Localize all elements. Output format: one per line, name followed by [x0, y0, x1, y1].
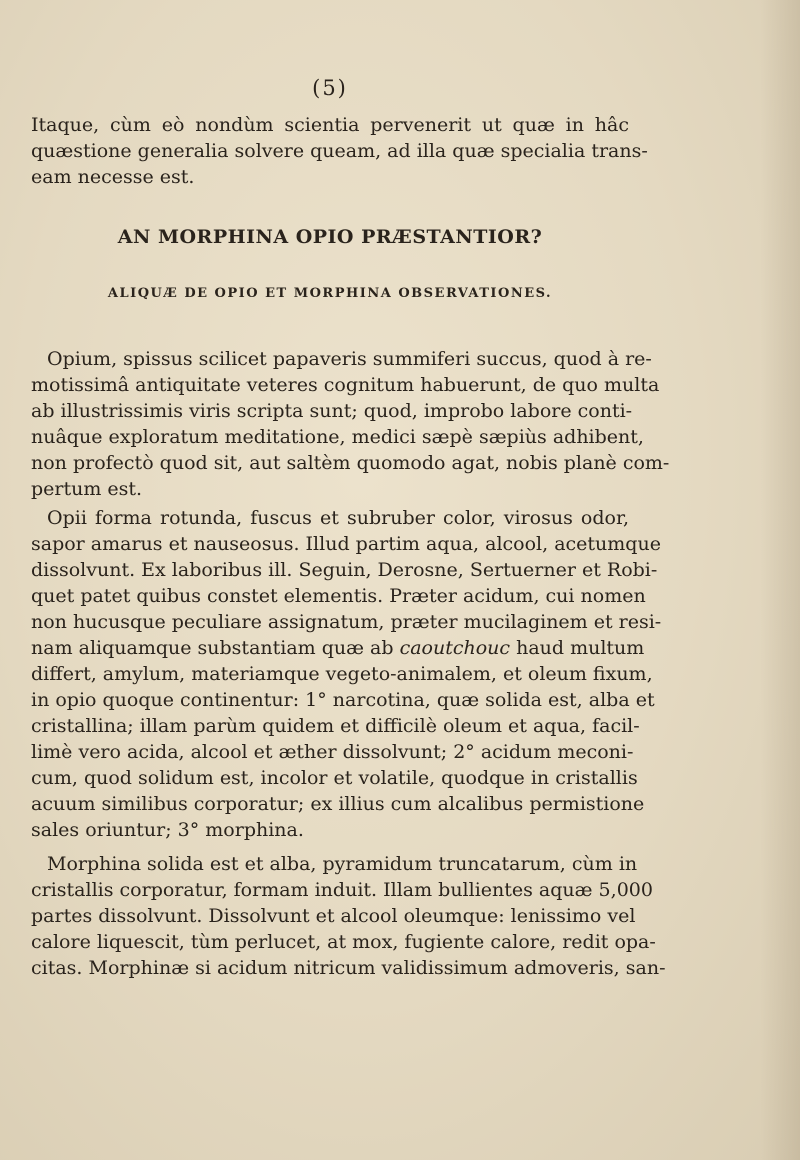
text-fragment: haud multum [510, 637, 645, 659]
text-line: motissimâ antiquitate veteres cognitum habuerunt, de quo multa [31, 374, 660, 396]
intro-paragraph [31, 112, 648, 190]
paragraph-opii-forma [31, 505, 662, 843]
section-subtitle: ALIQUÆ DE OPIO ET MORPHINA OBSERVATIONES. [107, 286, 553, 301]
text-line: nuâque exploratum meditatione, medici sæpè sæpiùs adhibent, [31, 426, 644, 448]
text-line: citas. Morphinæ si acidum nitricum validissimum admoveris, san- [31, 957, 666, 979]
text-line: dissolvunt. Ex laboribus ill. Seguin, Derosne, Sertuerner et Robi- [31, 559, 658, 581]
text-line: Itaque, cùm eò nondùm scientia pervenerit ut quæ in hâc [31, 114, 629, 136]
text-line: sapor amarus et nauseosus. Illud partim aqua, alcool, acetumque [31, 533, 661, 555]
text-line: in opio quoque continentur: 1° narcotina, quæ solida est, alba et [31, 689, 655, 711]
page-edge-shadow [760, 0, 800, 1160]
text-line: eam necesse est. [31, 166, 195, 188]
page-number: (5) [312, 76, 348, 100]
text-line: quet patet quibus constet elementis. Præter acidum, cui nomen [31, 585, 646, 607]
text-line: acuum similibus corporatur; ex illius cum alcalibus permistione [31, 793, 645, 815]
text-line: differt, amylum, materiamque vegeto-animalem, et oleum fixum, [31, 663, 653, 685]
text-fragment: nam aliquamque substantiam quæ ab [31, 637, 400, 659]
text-line: cum, quod solidum est, incolor et volatile, quodque in cristallis [31, 767, 638, 789]
text-line: cristallis corporatur, formam induit. Illam bullientes aquæ 5,000 [31, 879, 653, 901]
text-line: limè vero acida, alcool et æther dissolvunt; 2° acidum meconi- [31, 741, 634, 763]
text-line: calore liquescit, tùm perlucet, at mox, fugiente calore, redit opa- [31, 931, 656, 953]
paragraph-morphina [31, 851, 666, 981]
italic-term: caoutchouc [399, 637, 511, 659]
text-line: quæstione generalia solvere queam, ad illa quæ specialia trans- [31, 140, 648, 162]
text-line: ab illustrissimis viris scripta sunt; quod, improbo labore conti- [31, 400, 633, 422]
text-line: cristallina; illam parùm quidem et difficilè oleum et aqua, facil- [31, 715, 640, 737]
text-line [31, 635, 645, 661]
text-line: sales oriuntur; 3° morphina. [31, 819, 304, 841]
text-line: Opium, spissus scilicet papaveris summiferi succus, quod à re- [47, 348, 652, 370]
text-line: non profectò quod sit, aut saltèm quomodo agat, nobis planè com- [31, 452, 670, 474]
text-line: partes dissolvunt. Dissolvunt et alcool oleumque: lenissimo vel [31, 905, 636, 927]
section-title: AN MORPHINA OPIO PRÆSTANTIOR? [117, 226, 543, 248]
text-line: non hucusque peculiare assignatum, præter mucilaginem et resi- [31, 611, 662, 633]
text-line: Opii forma rotunda, fuscus et subruber color, virosus odor, [47, 507, 629, 529]
text-line: pertum est. [31, 478, 143, 500]
paragraph-opium [31, 346, 670, 502]
text-line: Morphina solida est et alba, pyramidum truncatarum, cùm in [47, 853, 638, 875]
